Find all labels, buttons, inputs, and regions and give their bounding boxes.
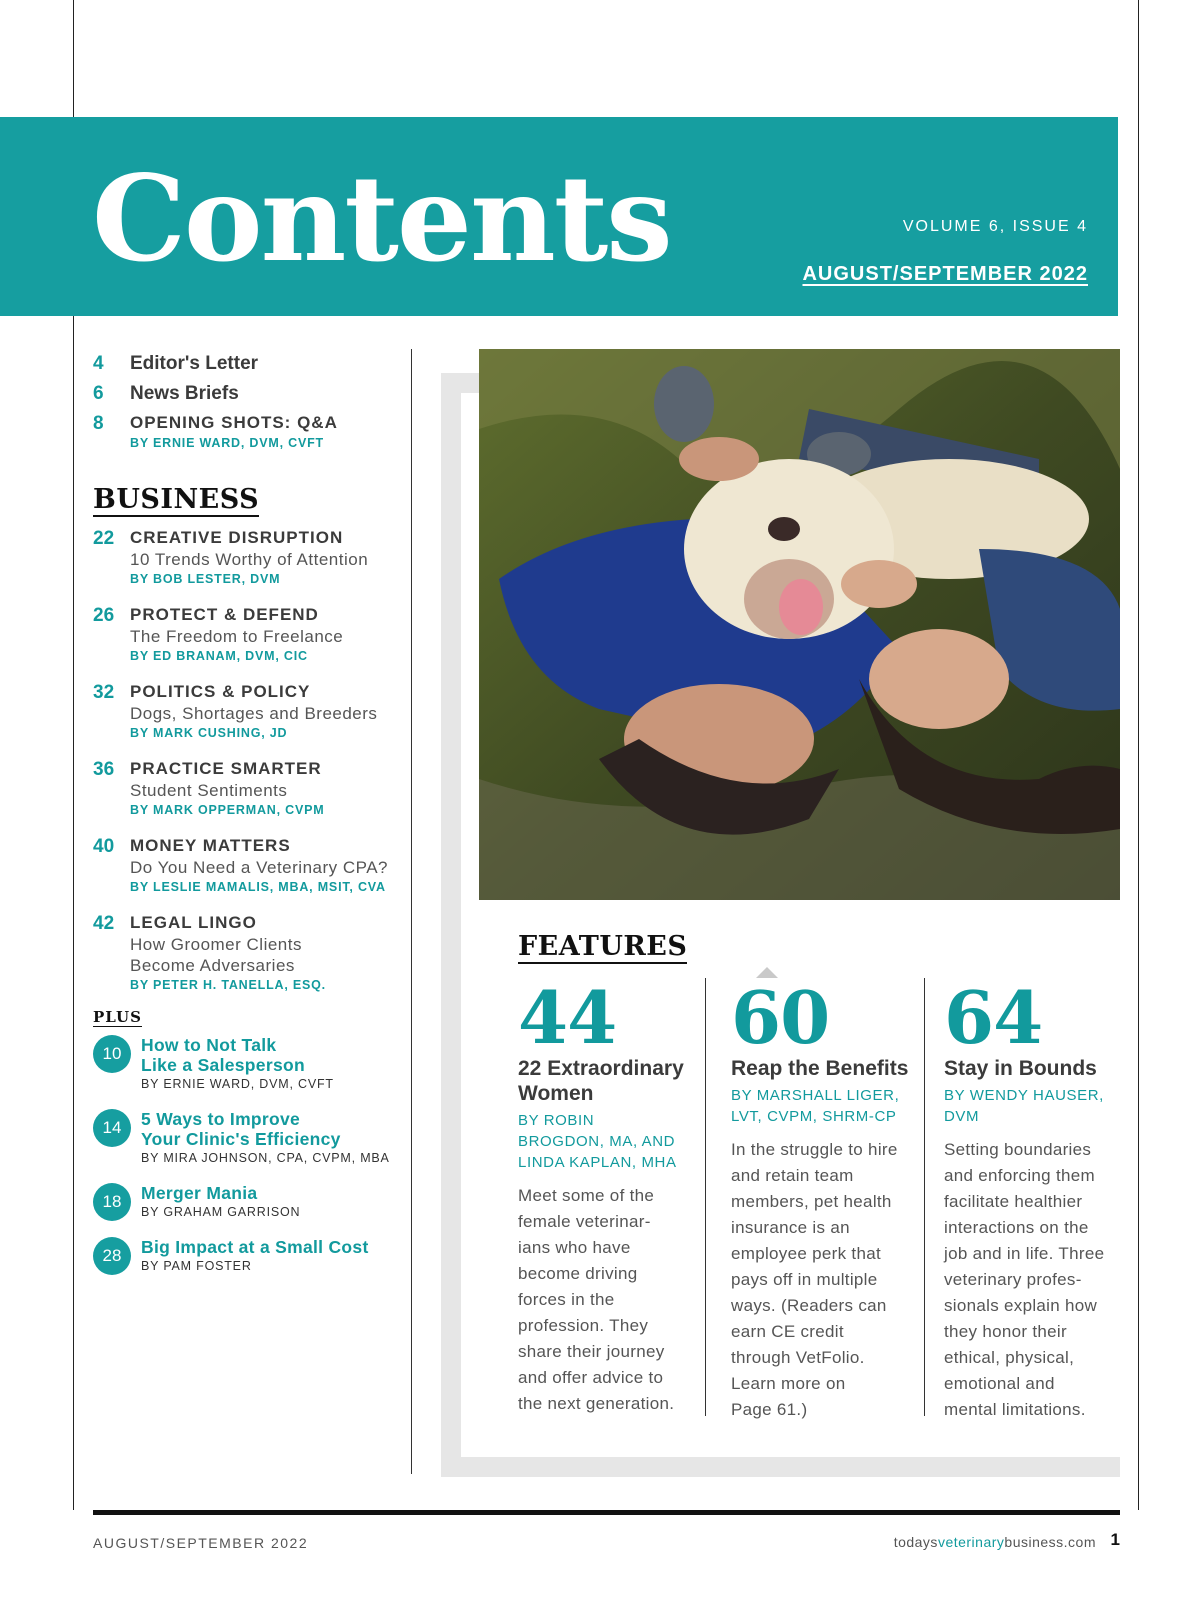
feature-title: 22 Extraordinary [518,1057,684,1080]
body-line: share their journey [518,1342,665,1361]
feature-title: Stay in Bounds [944,1057,1097,1080]
page-number: 22 [93,528,115,549]
toc-item[interactable] [93,681,403,743]
body-line: employee perk that [731,1244,881,1263]
page-number: 32 [93,682,115,703]
byline-line: BY MARSHALL LIGER, [731,1087,900,1104]
frame-bottom [441,1457,1120,1477]
item-title: 5 Ways to Improve [141,1109,301,1129]
item-title: Your Clinic's Efficiency [141,1129,341,1149]
toc-item[interactable] [93,527,403,589]
cover-photo [479,349,1120,900]
feature-divider [924,978,925,1416]
feature-page-number: 60 [731,975,830,1060]
body-line: become driving [518,1264,638,1283]
feature-body [731,1137,911,1423]
body-line: In the struggle to hire [731,1140,898,1159]
feature-page-number: 64 [944,975,1043,1060]
body-line: Page 61.) [731,1400,808,1419]
item-subtitle: Student Sentiments [130,781,288,800]
plus-item[interactable] [93,1109,403,1167]
page-number-footer: 1 [1110,1530,1120,1549]
page-number: 40 [93,836,115,857]
byline-line: LINDA KAPLAN, MHA [518,1154,677,1171]
body-line: profession. They [518,1316,649,1335]
page-number-badge: 28 [93,1237,131,1275]
body-line: mental limitations. [944,1400,1086,1419]
toc-item[interactable] [93,412,403,453]
feature-item[interactable] [944,975,1124,1423]
page-number-badge: 14 [93,1109,131,1147]
page-edge-right [1138,0,1139,1510]
item-title: Editor's Letter [130,353,259,374]
page-number-badge: 18 [93,1183,131,1221]
site-accent: veterinary [937,1534,1005,1550]
item-subtitle: How Groomer Clients [130,935,302,954]
item-byline: BY MIRA JOHNSON, CPA, CVPM, MBA [141,1151,390,1165]
body-line: ians who have [518,1238,631,1257]
page-number: 36 [93,759,115,780]
item-byline: BY BOB LESTER, DVM [130,572,281,586]
body-line: emotional and [944,1374,1055,1393]
toc-item[interactable] [93,382,403,406]
feature-byline [518,1110,698,1173]
item-byline: BY GRAHAM GARRISON [141,1205,301,1219]
feature-body [944,1137,1124,1423]
body-line: Setting boundaries [944,1140,1092,1159]
photo-dog-couple-grass-icon [479,349,1120,900]
issue-date: AUGUST/SEPTEMBER 2022 [802,263,1088,285]
page-number: 42 [93,913,115,934]
page-number: 26 [93,605,115,626]
body-line: the next generation. [518,1394,675,1413]
frame-left [441,373,461,1477]
body-line: veterinary profes- [944,1270,1082,1289]
item-subtitle: The Freedom to Freelance [130,627,344,646]
body-line: job and in life. Three [944,1244,1105,1263]
body-line: pays off in multiple [731,1270,878,1289]
byline-line: BY ROBIN [518,1112,595,1129]
feature-title: Reap the Benefits [731,1057,909,1080]
body-line: Learn more on [731,1374,846,1393]
page-number: 4 [93,353,104,374]
feature-body [518,1183,698,1417]
item-title: News Briefs [130,383,239,404]
toc-item[interactable] [93,758,403,820]
toc-item[interactable] [93,912,403,995]
item-title: Big Impact at a Small Cost [141,1237,369,1257]
body-line: through VetFolio. [731,1348,865,1367]
item-byline: BY ERNIE WARD, DVM, CVFT [141,1077,334,1091]
page-number-badge: 10 [93,1035,131,1073]
section-heading-plus: PLUS [93,1008,142,1026]
body-line: they honor their [944,1322,1067,1341]
body-line: facilitate healthier [944,1192,1083,1211]
footer-issue-date: AUGUST/SEPTEMBER 2022 [93,1535,309,1551]
feature-title: Women [518,1082,594,1105]
column-divider [411,349,412,1474]
item-byline: BY MARK OPPERMAN, CVPM [130,803,325,817]
page-number: 6 [93,383,104,404]
contents-left-column [93,352,403,1275]
body-line: sionals explain how [944,1296,1098,1315]
footer-website[interactable] [894,1534,1096,1550]
site-suffix: business.com [1004,1534,1096,1550]
page-number: 8 [93,413,104,434]
section-heading-features: FEATURES [518,931,688,962]
byline-line: BY WENDY HAUSER, [944,1087,1104,1104]
body-line: members, pet health [731,1192,892,1211]
item-title: Merger Mania [141,1183,258,1203]
item-subtitle: Do You Need a Veterinary CPA? [130,858,389,877]
item-title: How to Not Talk [141,1035,277,1055]
body-line: insurance is an [731,1218,850,1237]
item-title: MONEY MATTERS [130,836,291,855]
site-prefix: todays [893,1534,938,1550]
byline-line: DVM [944,1108,980,1125]
body-line: female veterinar- [518,1212,651,1231]
item-title: Like a Salesperson [141,1055,305,1075]
body-line: ethical, physical, [944,1348,1075,1367]
page-title: Contents [92,149,671,288]
item-title: OPENING SHOTS: Q&A [130,413,338,432]
body-line: forces in the [518,1290,615,1309]
item-title: POLITICS & POLICY [130,682,311,701]
section-heading-business: BUSINESS [93,484,260,515]
body-line: interactions on the [944,1218,1089,1237]
body-line: Meet some of the [518,1186,655,1205]
item-title: PRACTICE SMARTER [130,759,322,778]
byline-line: LVT, CVPM, SHRM-CP [731,1108,897,1125]
item-subtitle: 10 Trends Worthy of Attention [130,550,369,569]
item-title: PROTECT & DEFEND [130,605,319,624]
byline-line: BROGDON, MA, AND [518,1133,676,1150]
feature-byline [944,1085,1124,1127]
toc-item[interactable] [93,835,403,897]
feature-item[interactable] [731,975,911,1423]
volume-issue: VOLUME 6, ISSUE 4 [902,218,1088,235]
item-byline: BY LESLIE MAMALIS, MBA, MSIT, CVA [130,880,386,894]
plus-item[interactable] [93,1237,403,1275]
item-subtitle: Dogs, Shortages and Breeders [130,704,378,723]
feature-page-number: 44 [518,975,617,1060]
item-title: CREATIVE DISRUPTION [130,528,344,547]
feature-item[interactable] [518,975,698,1417]
body-line: ways. (Readers can [731,1296,887,1315]
feature-divider [705,978,706,1416]
item-byline: BY ERNIE WARD, DVM, CVFT [130,436,324,450]
plus-item[interactable] [93,1183,403,1221]
item-byline: BY PETER H. TANELLA, ESQ. [130,978,326,992]
features-heading-wrap [518,932,687,964]
plus-item[interactable] [93,1035,403,1093]
body-line: and offer advice to [518,1368,664,1387]
item-byline: BY MARK CUSHING, JD [130,726,288,740]
item-title: LEGAL LINGO [130,913,257,932]
item-subtitle: Become Adversaries [130,956,295,975]
toc-item[interactable] [93,352,403,376]
feature-byline [731,1085,911,1127]
body-line: and retain team [731,1166,854,1185]
toc-item[interactable] [93,604,403,666]
footer-rule [93,1510,1120,1515]
body-line: earn CE credit [731,1322,844,1341]
item-byline: BY ED BRANAM, DVM, CIC [130,649,308,663]
body-line: and enforcing them [944,1166,1095,1185]
item-byline: BY PAM FOSTER [141,1259,252,1273]
